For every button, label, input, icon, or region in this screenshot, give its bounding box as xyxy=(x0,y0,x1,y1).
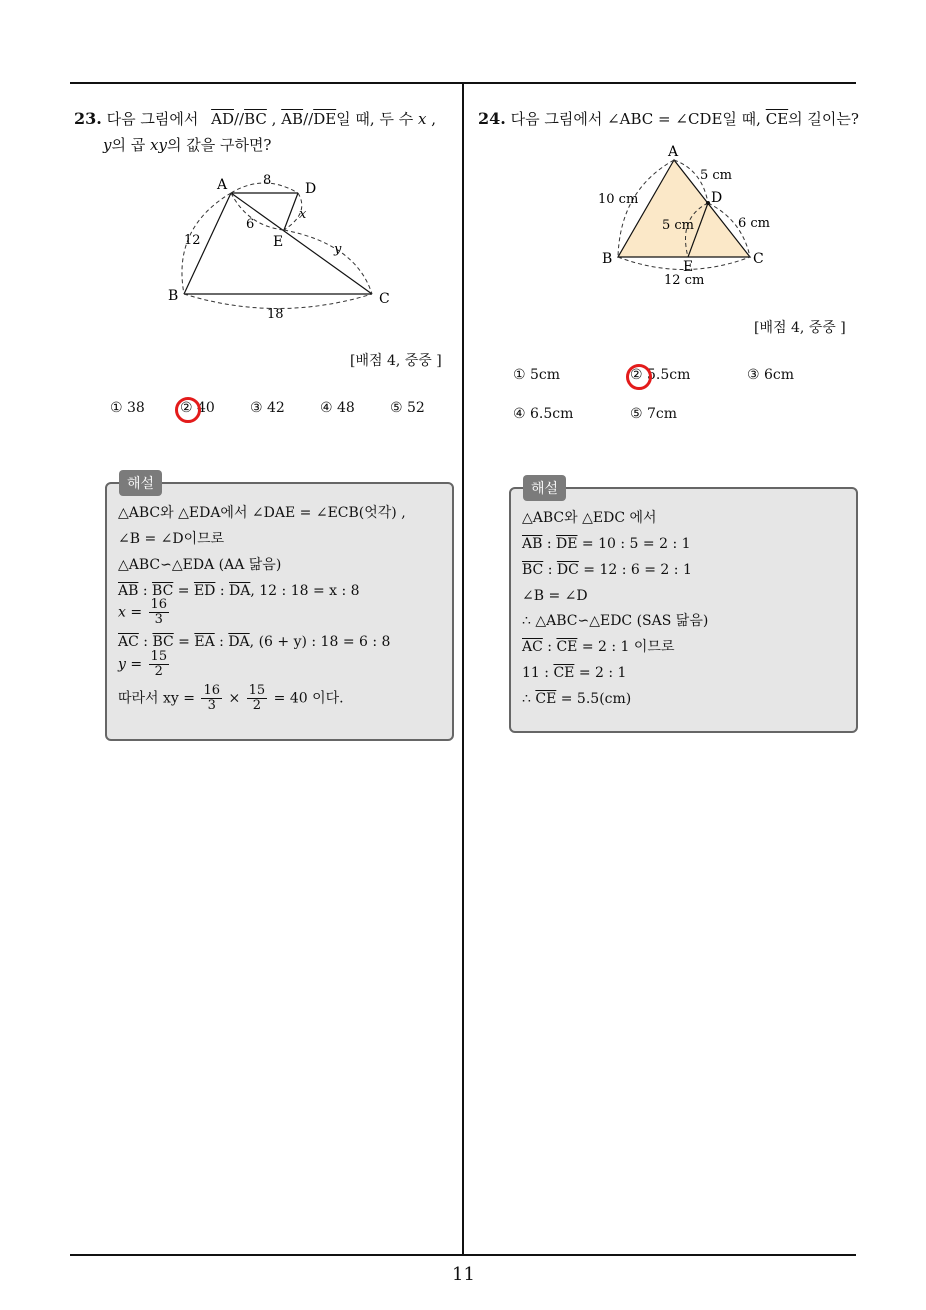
question-number: 23. xyxy=(74,109,102,128)
solution-line: ∠B = ∠D이므로 xyxy=(118,531,225,547)
comma: , xyxy=(431,110,437,128)
ratio-sign: : xyxy=(214,634,229,650)
segment-bc: $\overline{BC}$ xyxy=(152,634,174,650)
label-ab-length: 10 cm xyxy=(598,192,639,207)
numerator: 15 xyxy=(150,649,168,664)
point-c: C xyxy=(379,291,390,307)
denominator: 2 xyxy=(154,664,163,679)
comma: , xyxy=(271,110,277,128)
therefore-sign: ∴ xyxy=(522,691,536,707)
question-text: 의 값을 구하면? xyxy=(166,136,272,154)
solution-line xyxy=(118,650,171,679)
segment-de: $\overline{DE}$ xyxy=(313,110,337,128)
label-bc-length: 18 xyxy=(267,307,284,322)
question-23-line2 xyxy=(103,134,271,156)
point-d: D xyxy=(305,181,317,197)
point-e: E xyxy=(683,259,694,275)
choice-1[interactable]: ① 5cm xyxy=(513,367,561,383)
point-a: A xyxy=(668,144,679,160)
ratio-sign: : xyxy=(542,639,557,655)
choice-2[interactable]: ② 5.5cm xyxy=(630,367,691,383)
numerator: 16 xyxy=(203,683,221,698)
denominator: 3 xyxy=(154,612,163,627)
variable-xy: xy xyxy=(150,136,167,154)
variable-x: x xyxy=(418,110,427,128)
segment-bc: $\overline{BC}$ xyxy=(522,562,544,578)
label-dc-length: 6 cm xyxy=(738,216,771,231)
fraction xyxy=(149,650,170,679)
conclusion-text: = 40 이다. xyxy=(273,690,344,707)
equation: = 2 : 1 이므로 xyxy=(577,639,675,655)
bottom-rule xyxy=(70,1254,856,1256)
point-b: B xyxy=(602,251,613,267)
answer-mark xyxy=(175,397,201,423)
solution-line: △ABC∽△EDA (AA 닮음) xyxy=(118,557,282,573)
parallel-sign: // xyxy=(233,110,245,128)
fraction xyxy=(201,684,222,713)
segment-de: $\overline{DE}$ xyxy=(556,536,578,552)
segment-ea: $\overline{EA}$ xyxy=(194,634,215,650)
equation: 11 : xyxy=(522,665,554,681)
label-de-length: 5 cm xyxy=(662,218,695,233)
question-text: 일 때, 두 수 xyxy=(336,110,414,128)
choice-3[interactable]: ③ 42 xyxy=(250,400,285,416)
equation-lhs: y = xyxy=(118,656,143,673)
segment-ed: $\overline{ED}$ xyxy=(193,583,216,599)
segment-ad: $\overline{AD}$ xyxy=(211,110,234,128)
label-ae-length: 6 xyxy=(246,217,255,232)
solution-line xyxy=(522,689,631,709)
solution-line: △ABC와 △EDA에서 ∠DAE = ∠ECB(엇각) , xyxy=(118,505,406,521)
choice-5[interactable]: ⑤ 7cm xyxy=(630,406,678,422)
equals-sign: = xyxy=(173,583,194,599)
point-b: B xyxy=(168,288,179,304)
choice-1[interactable]: ① 38 xyxy=(110,400,145,416)
equation-lhs: x = xyxy=(118,604,143,621)
solution-tag: 해설 xyxy=(523,475,566,501)
fraction xyxy=(247,684,268,713)
denominator: 2 xyxy=(252,698,262,713)
label-de-length: x xyxy=(299,207,307,222)
equation: = 10 : 5 = 2 : 1 xyxy=(577,536,691,552)
solution-tag: 해설 xyxy=(119,470,162,496)
question-number: 24. xyxy=(478,109,506,128)
ratio-sign: : xyxy=(215,583,230,599)
segment-da: $\overline{DA}$ xyxy=(228,634,250,650)
label-ad-length: 8 xyxy=(263,173,272,188)
point-d: D xyxy=(711,190,723,206)
choice-4[interactable]: ④ 6.5cm xyxy=(513,406,574,422)
answer-value: = 5.5(cm) xyxy=(556,691,632,707)
score-label: [배점 4, 중중 ] xyxy=(754,320,846,336)
solution-line xyxy=(522,534,691,554)
segment-da: $\overline{DA}$ xyxy=(229,583,251,599)
score-label: [배점 4, 중중 ] xyxy=(350,353,442,369)
fraction xyxy=(149,598,170,627)
ratio-sign: : xyxy=(542,536,557,552)
equation: , (6 + y) : 18 = 6 : 8 xyxy=(249,634,391,650)
label-ec-length: y xyxy=(334,242,342,257)
numerator: 15 xyxy=(248,683,266,698)
equation: , 12 : 18 = x : 8 xyxy=(250,583,360,599)
segment-ce: $\overline{CE}$ xyxy=(553,665,575,681)
point-e: E xyxy=(273,234,284,250)
answer-mark xyxy=(626,364,652,390)
point-c: C xyxy=(753,251,764,267)
solution-line xyxy=(118,684,344,713)
equation: = 12 : 6 = 2 : 1 xyxy=(578,562,692,578)
denominator: 3 xyxy=(207,698,216,713)
segment-ac: $\overline{AC}$ xyxy=(522,639,543,655)
solution-line: △ABC와 △EDC 에서 xyxy=(522,510,657,526)
solution-line xyxy=(522,560,692,580)
segment-bc: $\overline{BC}$ xyxy=(244,110,267,128)
variable-y: y xyxy=(103,136,112,154)
point-a: A xyxy=(217,177,228,193)
equation: = 2 : 1 xyxy=(574,665,627,681)
segment-ac: $\overline{AC}$ xyxy=(118,634,139,650)
equals-sign: = xyxy=(173,634,195,650)
segment-ab: $\overline{AB}$ xyxy=(522,536,543,552)
figure-24 xyxy=(590,140,790,290)
conclusion-text: 따라서 xy = xyxy=(118,690,196,707)
segment-bc: $\overline{BC}$ xyxy=(152,583,174,599)
question-23-line1 xyxy=(74,108,436,130)
segment-ce: $\overline{CE}$ xyxy=(556,639,578,655)
solution-line xyxy=(522,663,626,683)
times-sign: × xyxy=(228,690,241,707)
question-text: 다음 그림에서 ∠ABC = ∠CDE일 때, xyxy=(510,110,761,128)
choice-5[interactable]: ⑤ 52 xyxy=(390,400,425,416)
numerator: 16 xyxy=(150,597,168,612)
solution-line: ∠B = ∠D xyxy=(522,588,588,604)
segment-ab: $\overline{AB}$ xyxy=(118,583,139,599)
choice-2[interactable]: ② 40 xyxy=(180,400,215,416)
question-text: 의 곱 xyxy=(111,136,146,154)
solution-line: ∴ △ABC∽△EDC (SAS 닮음) xyxy=(522,613,709,629)
solution-line xyxy=(522,637,674,657)
label-ab-length: 12 xyxy=(184,233,201,248)
page-number: 11 xyxy=(452,1264,475,1285)
question-text: 의 길이는? xyxy=(788,110,859,128)
ratio-sign: : xyxy=(138,583,153,599)
ratio-sign: : xyxy=(138,634,153,650)
choice-3[interactable]: ③ 6cm xyxy=(747,367,795,383)
segment-ab: $\overline{AB}$ xyxy=(281,110,304,128)
parallel-sign: // xyxy=(303,110,314,128)
solution-line xyxy=(118,598,171,627)
choice-4[interactable]: ④ 48 xyxy=(320,400,355,416)
label-bc-length: 12 cm xyxy=(664,273,705,288)
question-24-line1 xyxy=(478,108,859,130)
segment-ce: $\overline{CE}$ xyxy=(535,691,557,707)
ratio-sign: : xyxy=(543,562,557,578)
question-text: 다음 그림에서 xyxy=(106,110,199,128)
segment-dc: $\overline{DC}$ xyxy=(556,562,579,578)
label-ad-length: 5 cm xyxy=(700,168,733,183)
figure-23 xyxy=(160,168,400,328)
column-divider xyxy=(462,83,464,1255)
segment-ce: $\overline{CE}$ xyxy=(765,110,789,128)
